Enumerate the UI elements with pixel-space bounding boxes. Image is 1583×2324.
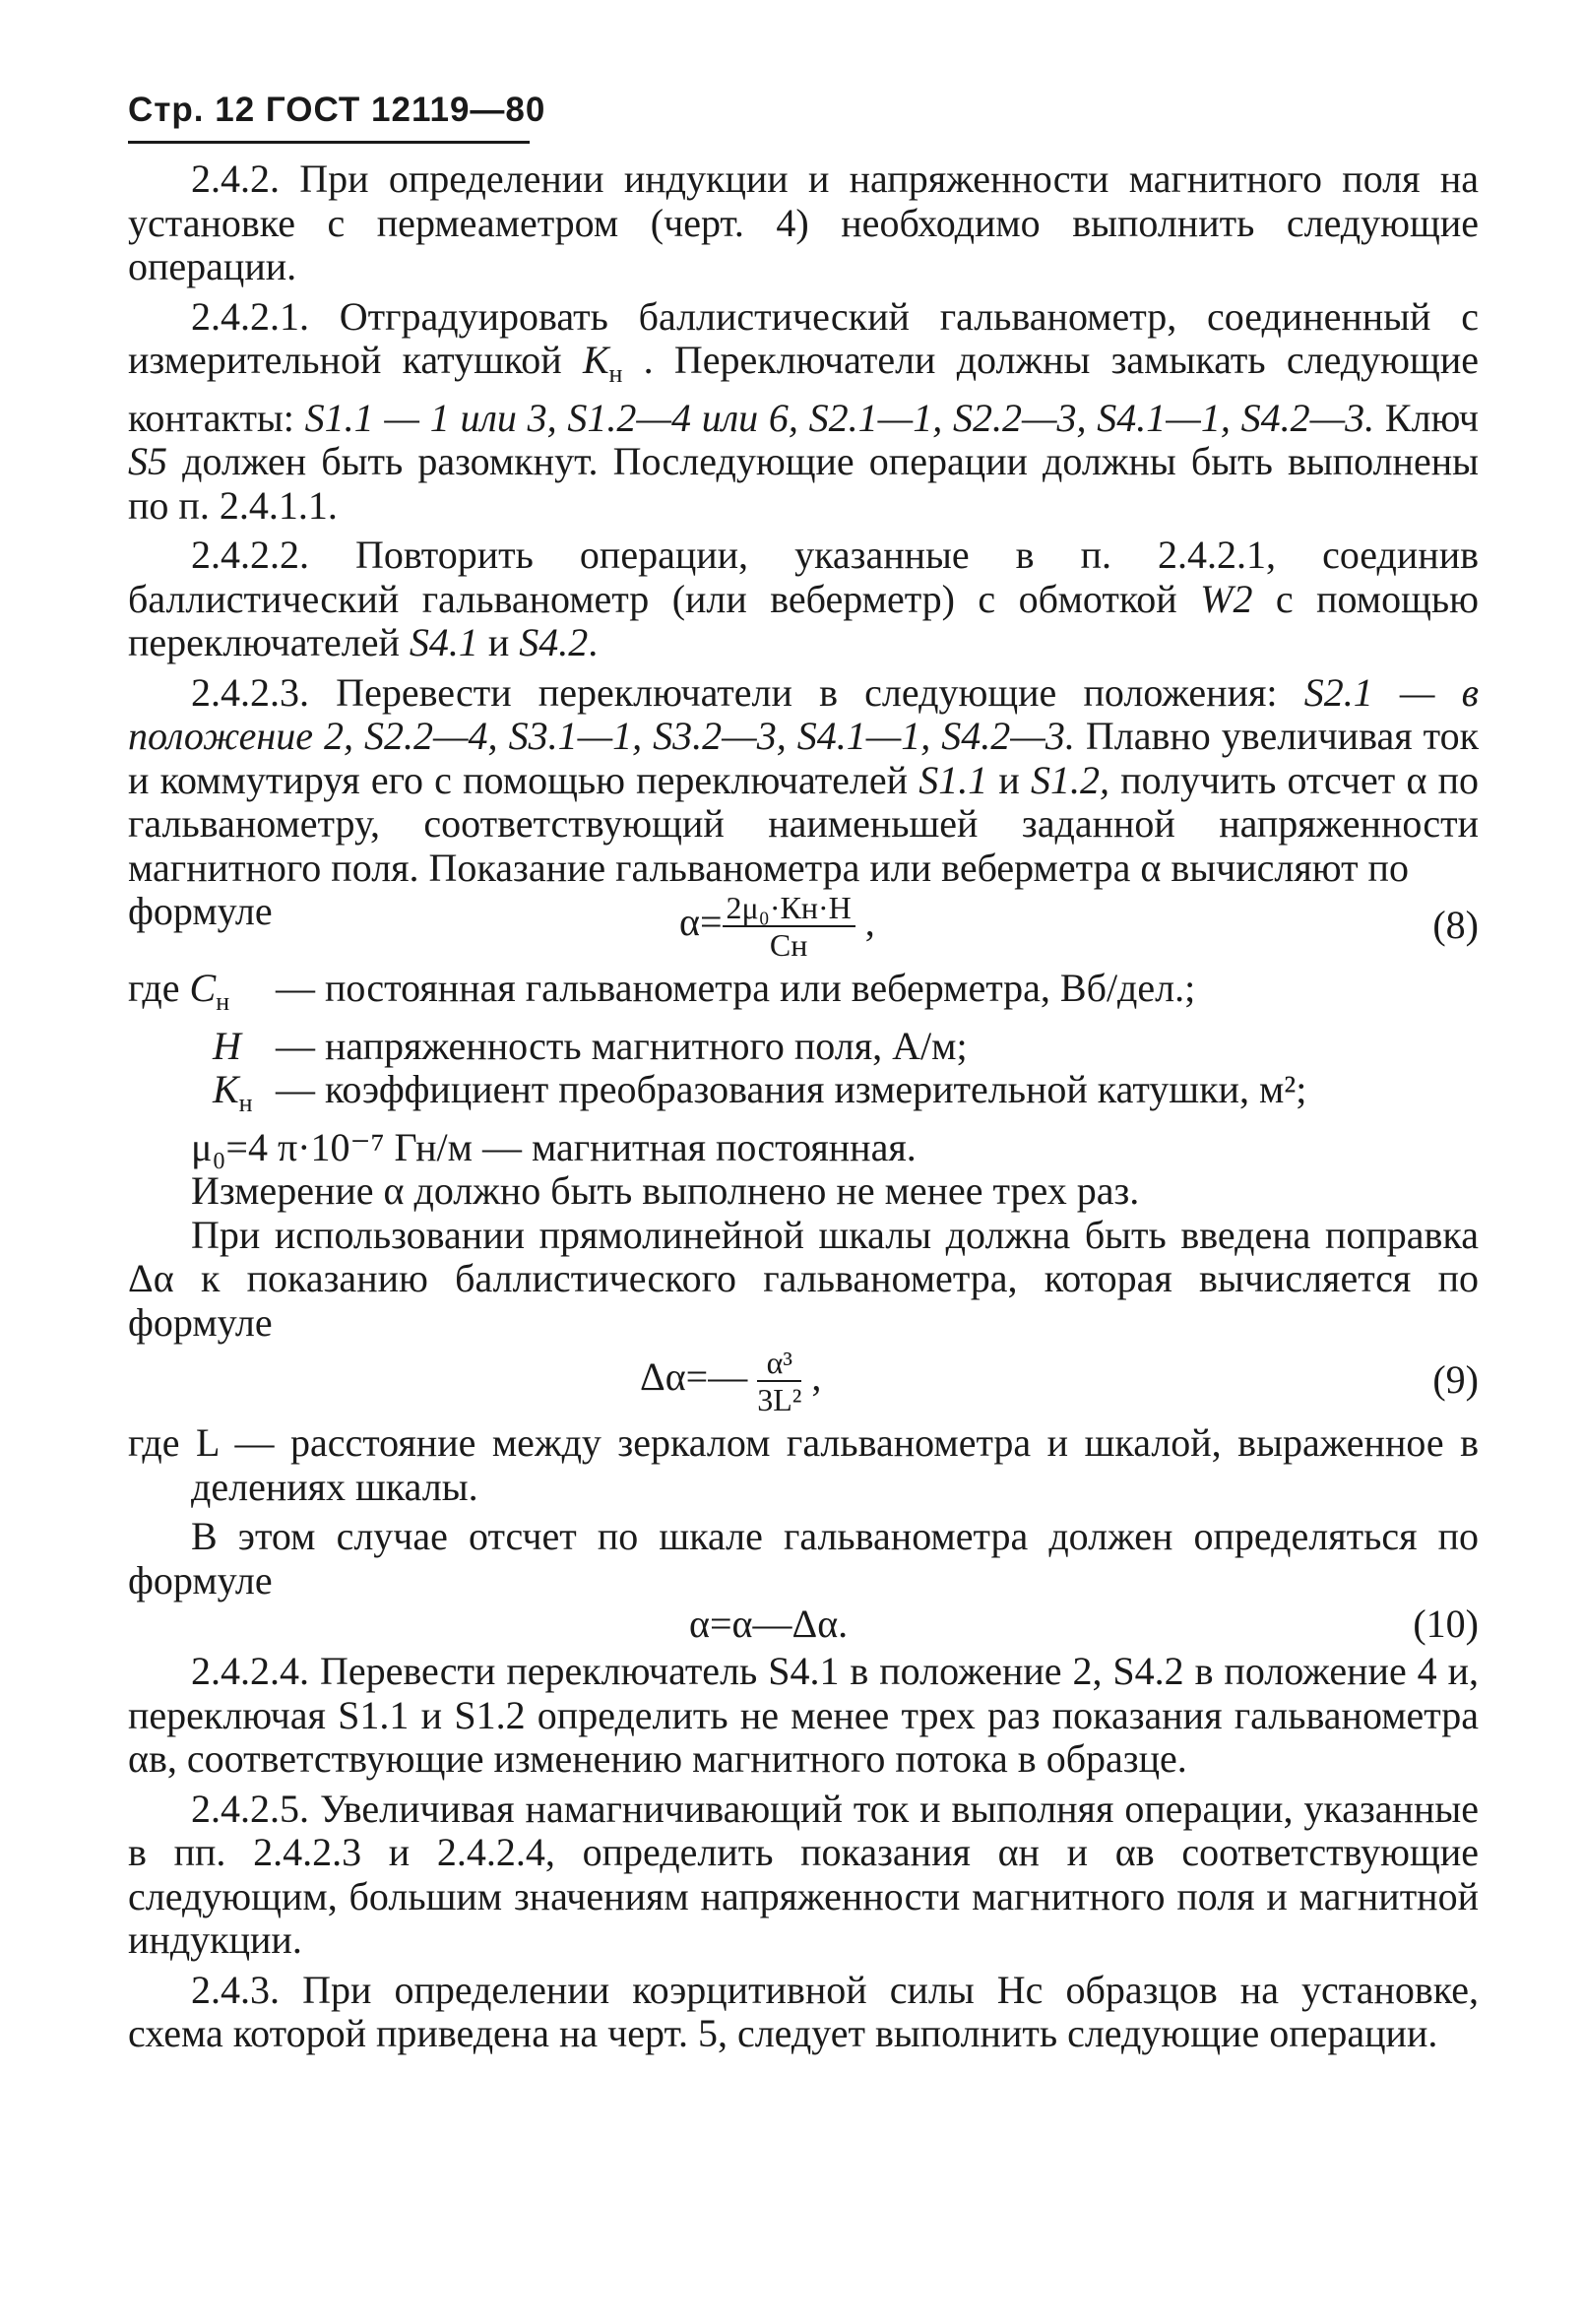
paragraph-2-4-2-5: 2.4.2.5. Увеличивая намагничивающий ток и выполняя операции, указанные в пп. 2.4.2.3 и 2.4.2.4, определить показания αн и αв соответствующие следующим, большим значениям напряженности магнитного поля и магнитной индукции.	[128, 1786, 1479, 1962]
header-rule	[128, 141, 530, 144]
document-body	[128, 157, 1479, 2056]
paragraph-2-4-3: 2.4.3. При определении коэрцитивной силы Hс образцов на установке, схема которой приведена на черт. 5, следует выполнить следующие операции.	[128, 1967, 1479, 2055]
measure-line: Измерение α должно быть выполнено не менее трех раз.	[191, 1168, 1140, 1213]
formula-8-definitions	[128, 967, 1479, 1126]
definition-row: $К_н$ — коэффициент преобразования измерительной катушки, м²;	[213, 1067, 1307, 1117]
paragraph-2-4-2-2: 2.4.2.2. Повторить операции, указанные в п. 2.4.2.1, соединив баллистический гальванометр (или веберметр) с обмоткой W2 с помощью переключателей S4.1 и S4.2.	[128, 533, 1479, 664]
scale-paragraph: При использовании прямолинейной шкалы должна быть введена поправка Δα к показанию баллистического гальванометра, которая вычисляется по формуле	[128, 1212, 1479, 1345]
formula-lead: формуле	[128, 889, 273, 933]
formula-9-expression: Δα=— $\frac{\text{α³}}{\text{3L²}}$ ,	[640, 1345, 822, 1417]
formula-8-expression: α= $\frac{\text{2μ₀·Кн·H}}{Сн}$ ,	[679, 890, 875, 963]
formula-8-number: (8)	[1432, 903, 1479, 947]
formula-10-expression: α=α—Δα.	[689, 1602, 849, 1646]
formula-10	[128, 1602, 1479, 1650]
formula-8	[128, 890, 1479, 967]
page-header: Стр. 12 ГОСТ 12119—80	[128, 91, 546, 129]
definition-row: где $С_н$ — постоянная гальванометра или веберметра, Вб/дел.;	[128, 966, 1196, 1016]
paragraph-2-4-2: 2.4.2. При определении индукции и напряженности магнитного поля на установке с пермеаметром (черт. 4) необходимо выполнить следующие операции.	[128, 157, 1479, 288]
formula-9	[128, 1345, 1479, 1421]
case-paragraph: В этом случае отсчет по шкале гальванометра должен определяться по формуле	[128, 1514, 1479, 1602]
paragraph-2-4-2-4: 2.4.2.4. Перевести переключатель S4.1 в положение 2, S4.2 в положение 4 и, переключая S1.1 и S1.2 определить не менее трех раз показания гальванометра αв, соответствующие изменению магнитного потока в образце.	[128, 1649, 1479, 1781]
definition-row: H — напряженность магнитного поля, А/м;	[213, 1023, 968, 1068]
mu0-line: μ₀=4 π·10⁻⁷ Гн/м — магнитная постоянная.	[191, 1124, 917, 1169]
formula-10-number: (10)	[1413, 1602, 1479, 1646]
definition-L: где L — расстояние между зеркалом гальванометра и шкалой, выраженное в делениях шкалы.	[128, 1420, 1479, 1509]
paragraph-2-4-2-1: 2.4.2.1. Отградуировать баллистический гальванометр, соединенный с измерительной катушкой $К_н$ . Переключатели должны замыкать следующие контакты: S1.1 — 1 или 3, S1.2—4 или 6, S2.1—1, S2.2—3, S4.1—1, S4.2—3. Ключ S5 должен быть разомкнут. Последующие операции должны быть выполнены по п. 2.4.1.1.	[128, 293, 1480, 528]
paragraph-2-4-2-3: 2.4.2.3. Перевести переключатели в следующие положения: S2.1 — в положение 2, S2.2—4, S3.1—1, S3.2—3, S4.1—1, S4.2—3. Плавно увеличивая ток и коммутируя его с помощью переключателей S1.1 и S1.2, получить отсчет α по гальванометру, соответствующий наименьшей заданной напряженности магнитного поля. Показание гальванометра или веберметра α вычисляют по	[128, 669, 1480, 890]
formula-9-number: (9)	[1432, 1357, 1479, 1402]
